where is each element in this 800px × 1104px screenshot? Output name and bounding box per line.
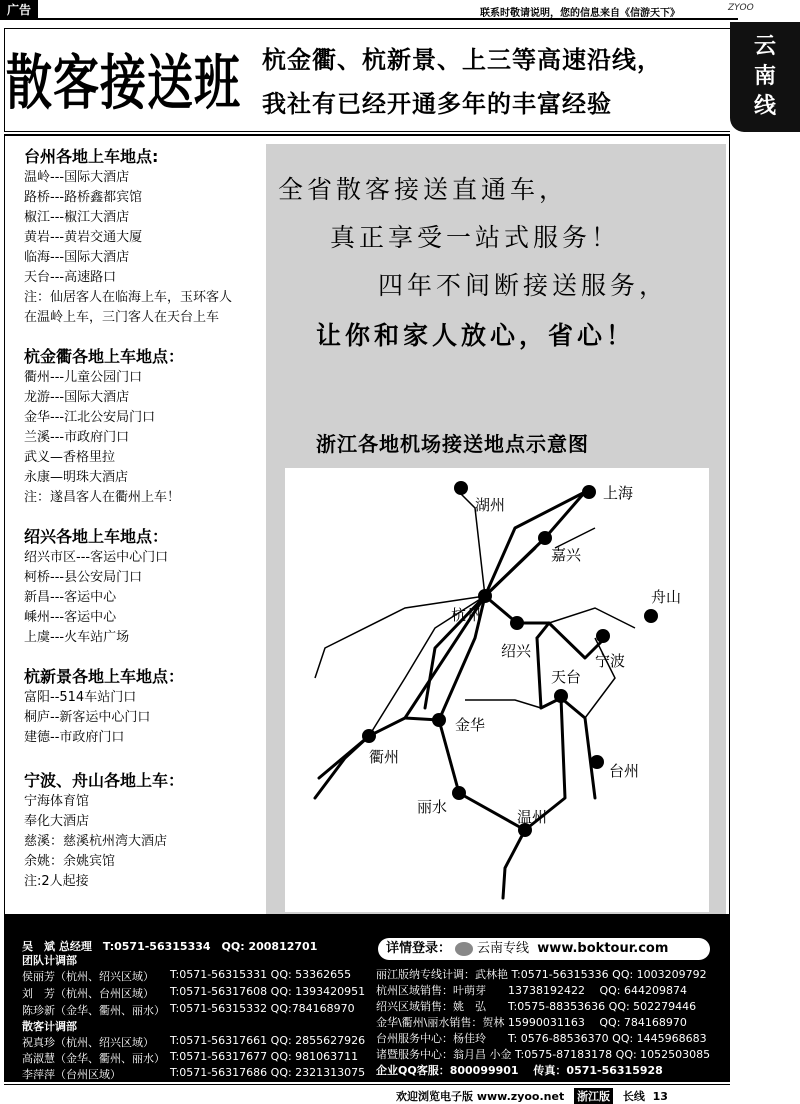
section-title: 绍兴各地上车地点： xyxy=(24,527,169,546)
manager-line: 吴 斌 总经理 T:0571-56315334 QQ: 200812701 xyxy=(22,940,318,953)
city-dot xyxy=(538,531,552,545)
city-label: 舟山 xyxy=(651,589,682,606)
city-dot xyxy=(454,481,468,495)
city-label: 天台 xyxy=(551,669,582,686)
route-line xyxy=(485,548,535,596)
footer-rule xyxy=(4,1084,730,1085)
website-login-bar[interactable] xyxy=(378,938,710,960)
section-title: 宁波、舟山各地上车： xyxy=(24,771,185,790)
city-label: 丽水 xyxy=(417,799,448,816)
route-line xyxy=(465,700,541,708)
edition-badge: 浙江版 xyxy=(574,1088,613,1104)
pickup-line: 温岭---国际大酒店 xyxy=(24,170,130,185)
route-tab xyxy=(730,22,800,132)
service-contact: 绍兴区域销售：姚 弘 T:0575-88353636 QQ: 502279446 xyxy=(376,1000,697,1013)
pickup-line: 永康—明珠大酒店 xyxy=(24,470,129,485)
city-label: 衢州 xyxy=(369,749,400,766)
service-contact: 诸暨服务中心：翁月昌 小金 T:0575-87183178 QQ: 1052503085 xyxy=(376,1048,711,1061)
city-label: 上海 xyxy=(603,485,634,502)
top-strip xyxy=(0,0,800,22)
slogan-line: 四年不间断接送服务， xyxy=(378,271,669,300)
route-line xyxy=(561,698,595,798)
footer-text xyxy=(396,1088,668,1104)
route-line xyxy=(585,638,615,718)
service-contact: 金华\衢州\丽水销售：贺林 15990031163 QQ: 784168970 xyxy=(376,1016,687,1029)
route-tab-char: 云 xyxy=(753,34,776,59)
route-map-svg xyxy=(285,468,709,912)
team-contact: T:0571-56317608 QQ: 1393420951 xyxy=(170,985,366,998)
city-label: 金华 xyxy=(455,717,486,734)
team-member: 刘 芳（杭州、台州区域） xyxy=(22,987,154,1000)
single-member: 祝真珍（杭州、绍兴区域） xyxy=(22,1036,154,1049)
city-dot xyxy=(362,729,376,743)
single-member: 高淑慧（金华、衢州、丽水） xyxy=(22,1052,165,1065)
team-contact: T:0571-56315331 QQ: 53362655 xyxy=(170,968,352,981)
source-note: 联系时敬请说明，您的信息来自《信游天下》 xyxy=(480,8,680,19)
section-title: 台州各地上车地点: xyxy=(24,147,159,166)
section-ningbo-zhoushan xyxy=(24,770,184,892)
section-title: 杭新景各地上车地点： xyxy=(24,667,185,686)
pickup-line: 柯桥---县公安局门口 xyxy=(24,570,143,585)
team-member: 陈珍新（金华、衢州、丽水） xyxy=(22,1004,165,1017)
contact-footer xyxy=(4,914,730,1082)
map-title: 浙江各地机场接送地点示意图 xyxy=(316,432,589,456)
pickup-line: 注：仙居客人在临海上车，玉环客人 xyxy=(24,290,233,305)
pickup-line: 桐庐--新客运中心门口 xyxy=(24,710,151,725)
pickup-line: 椒江---椒江大酒店 xyxy=(24,210,130,225)
page-number: 13 xyxy=(652,1090,668,1103)
city-dot xyxy=(644,609,658,623)
section-title: 杭金衢各地上车地点： xyxy=(24,347,185,366)
service-contact: 杭州区域销售：叶萌芽 13738192422 QQ: 644209874 xyxy=(376,984,687,997)
team-heading: 团队计调部 xyxy=(22,954,77,967)
boktour-logo-icon xyxy=(455,942,473,956)
city-label: 温州 xyxy=(517,809,548,826)
route-line xyxy=(549,608,635,628)
city-dot xyxy=(452,786,466,800)
header-subtitle-2: 我社有已经开通多年的丰富经验 xyxy=(262,90,612,118)
service-contact: 台州服务中心：杨佳玲 T: 0576-88536370 QQ: 1445968683 xyxy=(376,1032,707,1045)
service-contact: 企业QQ客服：800099901 传真：0571-56315928 xyxy=(376,1064,663,1077)
pickup-line: 余姚：余姚宾馆 xyxy=(24,854,116,869)
city-label: 嘉兴 xyxy=(551,547,582,564)
city-label: 绍兴 xyxy=(501,643,532,660)
city-dot xyxy=(554,689,568,703)
team-contact: T:0571-56315332 QQ:784168970 xyxy=(170,1002,355,1015)
route-tab-char: 线 xyxy=(753,94,776,119)
pickup-line: 宁海体育馆 xyxy=(24,794,90,809)
pickup-line: 天台---高速路口 xyxy=(24,270,117,285)
pickup-line: 龙游---国际大酒店 xyxy=(24,390,130,405)
single-member: 李萍萍（台州区域） xyxy=(22,1068,121,1081)
ad-tag: 广告 xyxy=(0,0,38,20)
pickup-line: 上虞---火车站广场 xyxy=(24,630,130,645)
city-label: 台州 xyxy=(609,763,640,780)
header-subtitle-1: 杭金衢、杭新景、上三等高速沿线， xyxy=(262,46,662,74)
city-label: 杭州 xyxy=(451,607,482,624)
route-line xyxy=(537,623,549,638)
single-contact: T:0571-56317677 QQ: 981063711 xyxy=(170,1050,359,1063)
zyoo-logo: ZYOO xyxy=(728,3,754,13)
route-map xyxy=(285,468,709,912)
service-contact: 丽江版纳专线计调：武林艳 T:0571-56315336 QQ: 1003209792 xyxy=(376,968,707,981)
team-member: 侯丽芳（杭州、绍兴区域） xyxy=(22,970,154,983)
pickup-line: 临海---国际大酒店 xyxy=(24,250,130,265)
pickup-line: 注：遂昌客人在衢州上车！ xyxy=(24,490,181,505)
pickup-line: 衢州---儿童公园门口 xyxy=(24,370,143,385)
single-heading: 散客计调部 xyxy=(22,1020,77,1033)
slogan-line: 全省散客接送直通车， xyxy=(278,175,569,204)
pickup-line: 慈溪：慈溪杭州湾大酒店 xyxy=(24,834,168,849)
route-line xyxy=(555,528,595,548)
pickup-line: 黄岩---黄岩交通大厦 xyxy=(24,230,143,245)
pickup-line: 建德--市政府门口 xyxy=(24,730,125,745)
pickup-line: 金华---江北公安局门口 xyxy=(24,410,156,425)
pickup-line: 绍兴市区---客运中心门口 xyxy=(24,550,169,565)
slogan-line: 真正享受一站式服务！ xyxy=(330,223,621,252)
section-hangxinjing xyxy=(24,666,184,748)
login-label: 详情登录： xyxy=(386,941,452,956)
page-footer xyxy=(0,1082,800,1103)
website-link[interactable]: www.boktour.com xyxy=(537,941,669,956)
city-dot xyxy=(596,629,610,643)
pickup-line: 兰溪---市政府门口 xyxy=(24,430,130,445)
pickup-line: 富阳--514车站门口 xyxy=(24,690,137,705)
login-brand: 云南专线 xyxy=(477,941,530,956)
section-taizhou xyxy=(24,146,232,328)
pickup-line: 嵊州---客运中心 xyxy=(24,610,117,625)
single-contact: T:0571-56317686 QQ: 2321313075 xyxy=(170,1066,366,1079)
pickup-line: 新昌---客运中心 xyxy=(24,590,117,605)
section-shaoxing xyxy=(24,526,168,648)
pickup-line: 武义—香格里拉 xyxy=(24,450,116,465)
pickup-line: 注:2人起接 xyxy=(24,874,89,889)
route-tab-char: 南 xyxy=(753,64,776,89)
footer-site: 欢迎浏览电子版 www.zyoo.net xyxy=(396,1090,565,1103)
pickup-line: 奉化大酒店 xyxy=(24,814,90,829)
single-contact: T:0571-56317661 QQ: 2855627926 xyxy=(170,1034,366,1047)
slogan-line: 让你和家人放心，省心！ xyxy=(316,321,636,350)
city-label: 湖州 xyxy=(475,497,506,514)
route-line xyxy=(315,736,369,798)
city-label: 宁波 xyxy=(595,653,626,670)
pickup-line: 在温岭上车，三门客人在天台上车 xyxy=(24,310,220,325)
city-dot xyxy=(478,589,492,603)
city-dot xyxy=(590,755,604,769)
section-hangjinqu xyxy=(24,346,184,508)
city-dot xyxy=(582,485,596,499)
city-dot xyxy=(510,616,524,630)
page-title: 散客接送班 xyxy=(6,47,241,118)
section-label: 长线 xyxy=(622,1090,645,1103)
pickup-line: 路桥---路桥鑫都宾馆 xyxy=(24,190,143,205)
city-dot xyxy=(432,713,446,727)
